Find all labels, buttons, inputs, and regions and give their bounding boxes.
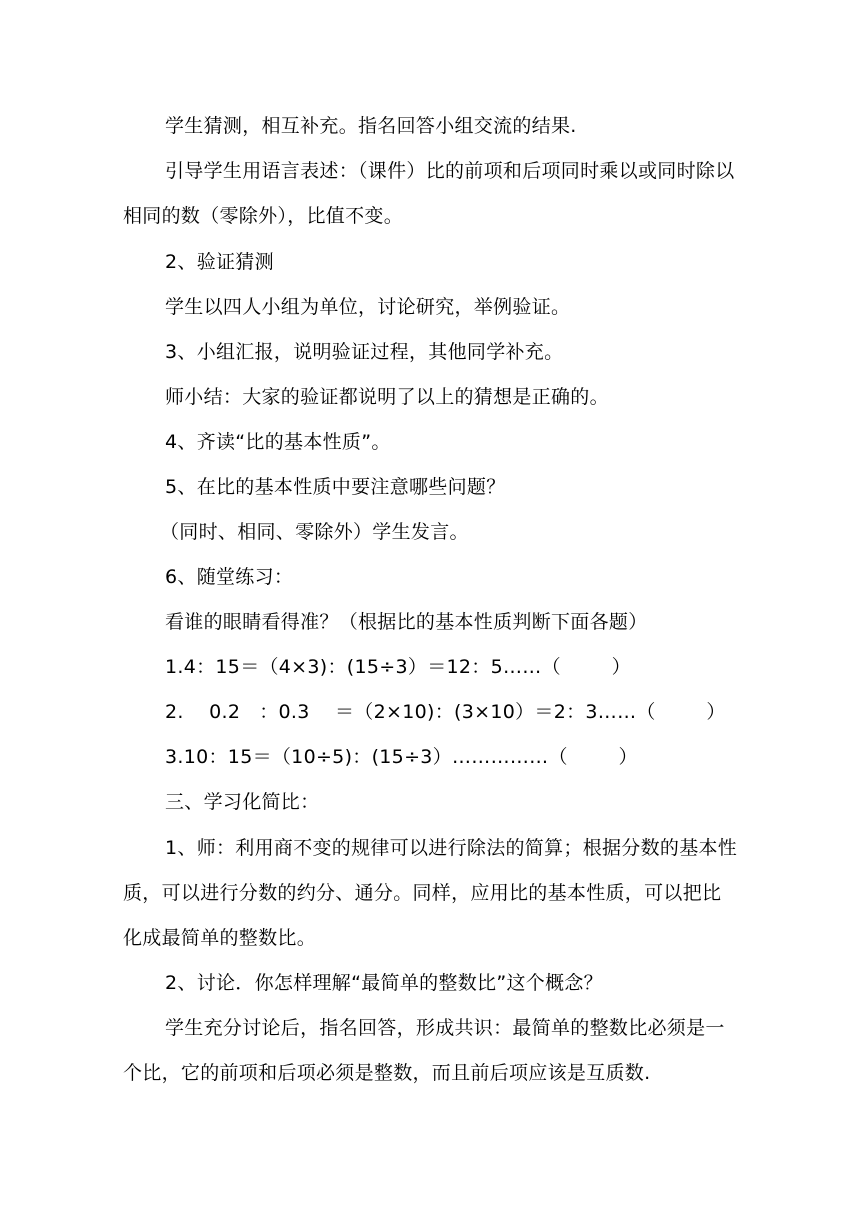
paragraph-line: 化成最简单的整数比。 <box>123 927 317 949</box>
paragraph-line: （同时、相同、零除外）学生发言。 <box>160 521 469 543</box>
paragraph-line: 学生以四人小组为单位，讨论研究，举例验证。 <box>165 296 571 318</box>
paragraph-line: 5、在比的基本性质中要注意哪些问题？ <box>165 476 506 498</box>
paragraph-line: 看谁的眼睛看得准？（根据比的基本性质判断下面各题） <box>165 611 648 633</box>
paragraph-line: 2、讨论．你怎样理解“最简单的整数比”这个概念？ <box>165 972 603 994</box>
paragraph-line: 1、师：利用商不变的规律可以进行除法的简算；根据分数的基本性 <box>165 837 738 859</box>
section-heading: 三、学习化简比： <box>165 791 320 813</box>
paragraph-line: 4、齐读“比的基本性质”。 <box>165 431 391 453</box>
paragraph-line: 相同的数（零除外），比值不变。 <box>123 205 404 227</box>
paragraph-line: 6、随堂练习： <box>165 566 294 588</box>
paragraph-line: 质，可以进行分数的约分、通分。同样，应用比的基本性质，可以把比 <box>123 882 722 904</box>
paragraph-line: 学生猜测，相互补充。指名回答小组交流的结果. <box>165 115 577 137</box>
paragraph-line: 师小结：大家的验证都说明了以上的猜想是正确的。 <box>165 386 609 408</box>
paragraph-line: 学生充分讨论后，指名回答，形成共识：最简单的整数比必须是一 <box>165 1017 725 1039</box>
paragraph-line: 引导学生用语言表述：（课件）比的前项和后项同时乘以或同时除以 <box>165 160 735 182</box>
exercise-line: 3.10：15＝（10÷5)：(15÷3）……………（ ） <box>165 746 638 768</box>
paragraph-line: 3、小组汇报，说明验证过程，其他同学补充。 <box>165 341 564 363</box>
paragraph-line: 2、验证猜测 <box>165 251 274 273</box>
exercise-line: 2. 0.2 ：0.3 ＝（2×10)：(3×10）＝2：3……（ ） <box>165 701 726 723</box>
exercise-line: 1.4：15＝（4×3)：(15÷3）＝12：5……（ ） <box>165 656 631 678</box>
paragraph-line: 个比，它的前项和后项必须是整数，而且前后项应该是互质数. <box>123 1062 651 1084</box>
